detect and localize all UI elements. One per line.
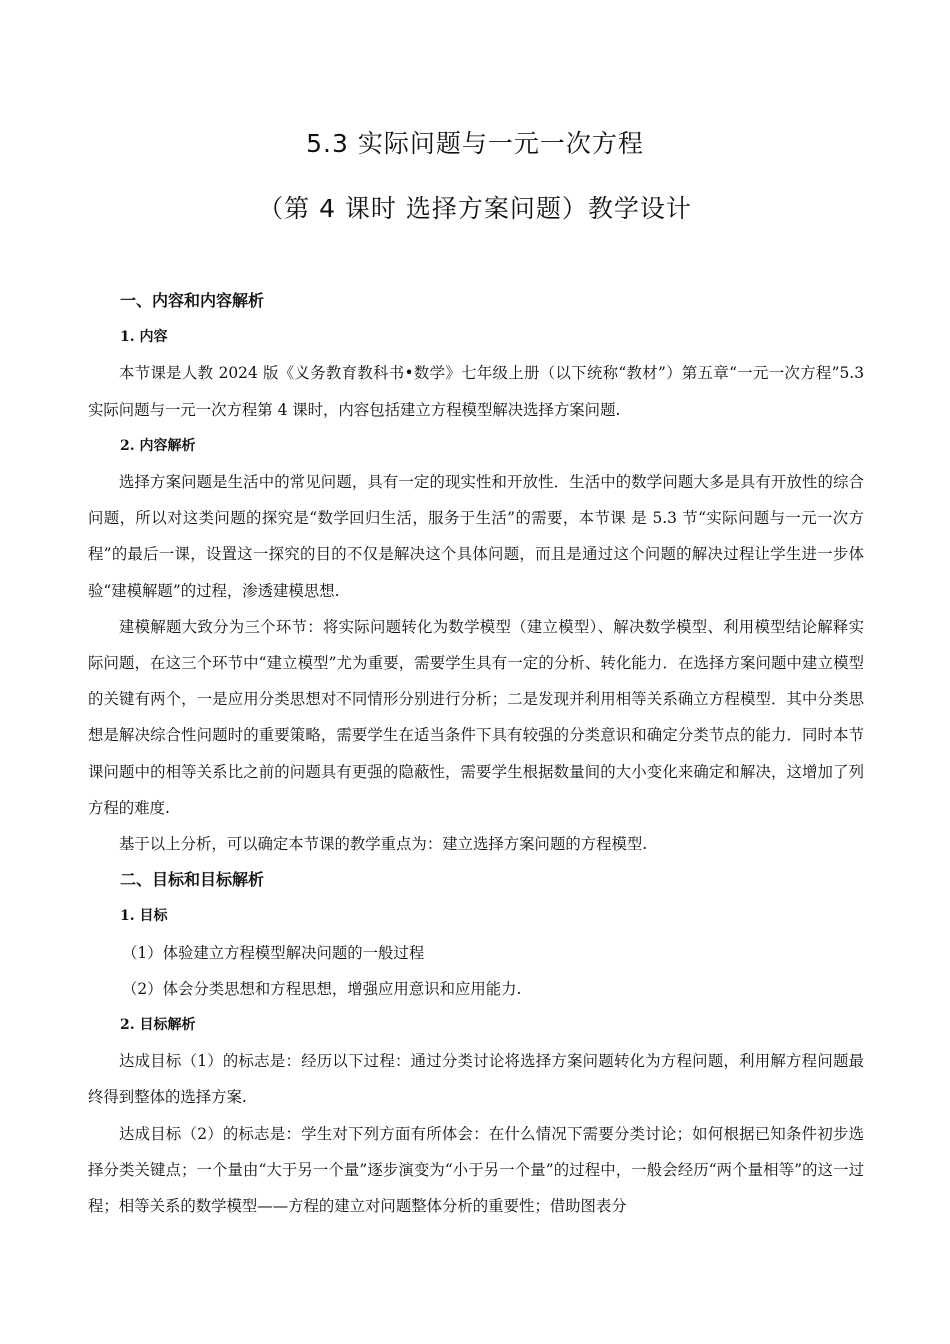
paragraph-analysis-3: 基于以上分析，可以确定本节课的教学重点为：建立选择方案问题的方程模型.	[119, 835, 648, 854]
document-subtitle: （第 4 课时 选择方案问题）教学设计	[258, 194, 692, 223]
goal-item-2: （2）体会分类思想和方程思想，增强应用意识和应用能力.	[122, 979, 522, 998]
subheading-content-analysis: 2. 内容解析	[120, 437, 196, 454]
paragraph-analysis-1: 选择方案问题是生活中的常见问题，具有一定的现实性和开放性．生活中的数学问题大多是具有开放性的综合问题，所以对这类问题的探究是“数学回归生活，服务于生活”的需要，本节课 是 5.3 节“实际问题与一元一次方程”的最后一课，设置这一探究的目的不仅是解决这个具体问题，而且是通过这个问题的解决过程让学生进一步体验“建模解题”的过程，渗透建模思想.	[88, 473, 864, 600]
subheading-goals: 1. 目标	[120, 908, 168, 925]
document-body	[88, 283, 864, 1224]
document-title: 5.3 实际问题与一元一次方程	[306, 129, 644, 158]
paragraph-goal-analysis-2: 达成目标（2）的标志是：学生对下列方面有所体会：在什么情况下需要分类讨论；如何根据已知条件初步选择分类关键点；一个量由“大于另一个量”逐步演变为“小于另一个量”的过程中，一般会经历“两个量相等”的这一过程；相等关系的数学模型——方程的建立对问题整体分析的重要性；借助图表分	[88, 1124, 864, 1216]
paragraph-goal-analysis-1: 达成目标（1）的标志是：经历以下过程：通过分类讨论将选择方案问题转化为方程问题，利用解方程问题最终得到整体的选择方案.	[88, 1052, 864, 1107]
subheading-content: 1. 内容	[120, 329, 168, 346]
paragraph-content-intro: 本节课是人教 2024 版《义务教育教科书•数学》七年级上册（以下统称“教材”）第五章“一元一次方程”5.3 实际问题与一元一次方程第 4 课时，内容包括建立方程模型解决选择方案问题.	[88, 364, 864, 419]
paragraph-analysis-2: 建模解题大致分为三个环节：将实际问题转化为数学模型（建立模型）、解决数学模型、利用模型结论解释实际问题，在这三个环节中“建立模型”尤为重要，需要学生具有一定的分析、转化能力．在选择方案问题中建立模型的关键有两个，一是应用分类思想对不同情形分别进行分析；二是发现并利用相等关系确立方程模型．其中分类思想是解决综合性问题时的重要策略，需要学生在适当条件下具有较强的分类意识和确定分类节点的能力．同时本节课问题中的相等关系比之前的问题具有更强的隐蔽性，需要学生根据数量间的大小变化来确定和解决，这增加了列方程的难度.	[88, 617, 864, 817]
goal-item-1: （1）体验建立方程模型解决问题的一般过程	[122, 943, 425, 962]
section-heading-content: 一、内容和内容解析	[120, 291, 265, 310]
subheading-goal-analysis: 2. 目标解析	[120, 1017, 196, 1034]
section-heading-goals: 二、目标和目标解析	[120, 870, 265, 890]
